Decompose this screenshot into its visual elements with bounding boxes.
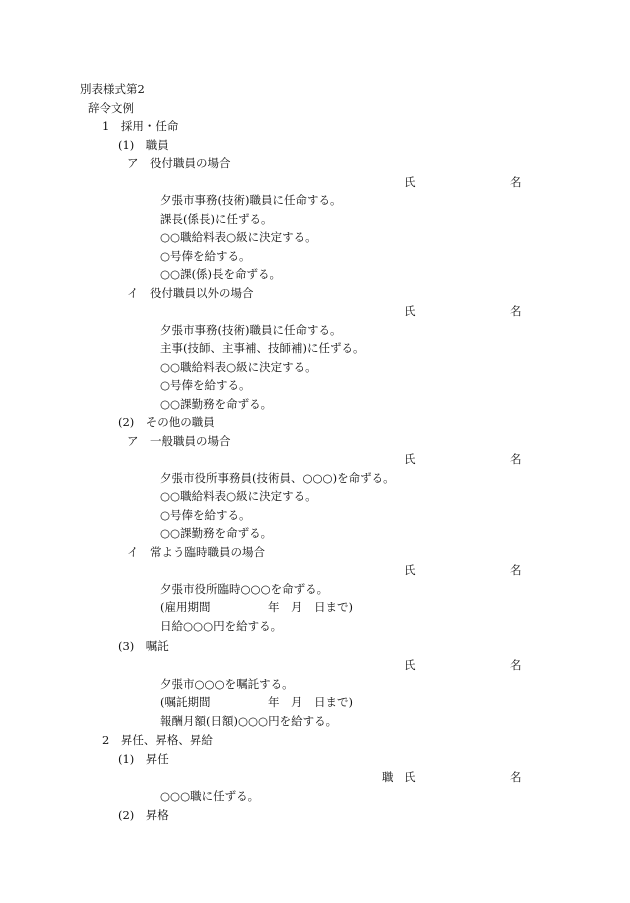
signature-mei: 名 [510, 658, 522, 672]
body-line: ○○課勤務を命ずる。 [160, 397, 273, 411]
subsection-heading: (2) 昇格 [118, 808, 169, 822]
doc-title: 辞令文例 [88, 101, 134, 115]
body-line: 夕張市事務(技術)職員に任命する。 [160, 323, 342, 337]
form-title: 別表様式第2 [80, 82, 145, 96]
signature-shi: 氏 [404, 452, 416, 466]
body-line: ○○職給料表○級に決定する。 [160, 489, 317, 503]
signature-shoku: 職 [382, 770, 394, 784]
signature-shi: 氏 [404, 563, 416, 577]
body-line: ○○課(係)長を命ずる。 [160, 267, 282, 281]
body-line: ○号俸を給する。 [160, 249, 251, 263]
item-heading: イ 役付職員以外の場合 [127, 286, 254, 300]
section-heading: 2 昇任、昇格、昇給 [102, 733, 213, 747]
subsection-heading: (1) 職員 [118, 138, 169, 152]
body-line: ○号俸を給する。 [160, 508, 251, 522]
subsection-heading: (3) 嘱託 [118, 639, 169, 653]
signature-mei: 名 [510, 304, 522, 318]
body-line: 日給○○○円を給する。 [160, 619, 283, 633]
body-line: 夕張市○○○を嘱託する。 [160, 677, 294, 691]
section-heading: 1 採用・任命 [102, 119, 179, 133]
signature-shi: 氏 [404, 304, 416, 318]
body-line: ○○職給料表○級に決定する。 [160, 230, 317, 244]
signature-mei: 名 [510, 563, 522, 577]
subsection-heading: (1) 昇任 [118, 752, 169, 766]
body-line: (嘱託期間 年 月 日まで) [160, 695, 353, 709]
body-line: ○号俸を給する。 [160, 378, 251, 392]
item-heading: イ 常よう臨時職員の場合 [127, 545, 265, 559]
body-line: ○○○職に任ずる。 [160, 789, 260, 803]
signature-mei: 名 [510, 175, 522, 189]
subsection-heading: (2) その他の職員 [118, 415, 215, 429]
body-line: ○○職給料表○級に決定する。 [160, 360, 317, 374]
signature-shi: 氏 [404, 175, 416, 189]
signature-shi: 氏 [404, 658, 416, 672]
body-line: 主事(技師、主事補、技師補)に任ずる。 [160, 341, 365, 355]
signature-mei: 名 [510, 452, 522, 466]
item-heading: ア 役付職員の場合 [127, 156, 231, 170]
body-line: 夕張市役所事務員(技術員、○○○)を命ずる。 [160, 471, 395, 485]
body-line: ○○課勤務を命ずる。 [160, 526, 273, 540]
item-heading: ア 一般職員の場合 [127, 434, 231, 448]
signature-mei: 名 [510, 770, 522, 784]
body-line: 夕張市役所臨時○○○を命ずる。 [160, 582, 329, 596]
body-line: 報酬月額(日額)○○○円を給する。 [160, 714, 338, 728]
body-line: 課長(係長)に任ずる。 [160, 212, 273, 226]
signature-shi: 氏 [404, 770, 416, 784]
body-line: (雇用期間 年 月 日まで) [160, 600, 353, 614]
body-line: 夕張市事務(技術)職員に任命する。 [160, 193, 342, 207]
